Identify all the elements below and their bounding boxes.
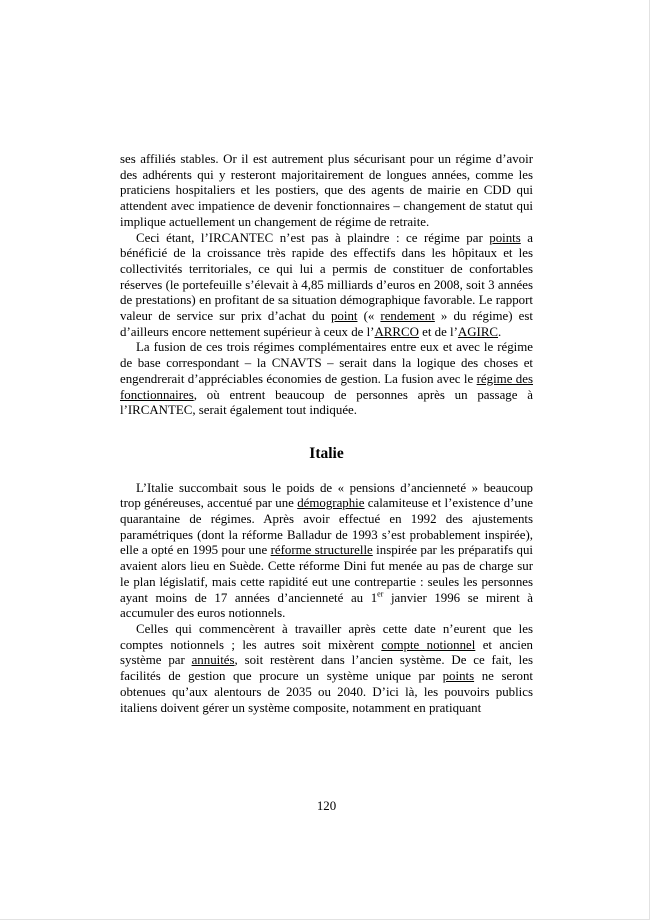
text-segment: L’Italie succombait sous le poids de « pensions d’ancienneté » beaucoup trop généreuses, accentué par une [120,480,533,511]
paragraph [120,231,533,341]
text-segment: , où entrent beaucoup de personnes après un passage à l’IRCANTEC, serait également tout indiquée. [120,387,533,418]
text-segment: et de l’ [418,324,458,339]
underlined-term: démographie [297,496,365,511]
underlined-term: points [442,669,475,684]
underlined-term: ARRCO [374,324,419,339]
text-segment: Celles qui commencèrent à travailler après cette date n’eurent que les comptes notionnels ; les autres soit mixèrent [120,621,533,652]
text-segment: ne seront obtenues qu’aux alentours de 2035 ou 2040. D’ici là, les pouvoirs publics italiens doivent gérer un système composite, notamment en pratiquant [120,669,533,715]
paragraph [120,622,533,716]
underlined-term: compte notionnel [381,637,476,652]
paragraph [120,481,533,622]
underlined-term: points [489,230,521,245]
section-heading: Italie [309,444,344,462]
text-segment: a bénéficié de la croissance très rapide des effectifs dans les hôpitaux et les collectivités territoriales, ce qui lui a permis de constituer de confortables réserves (le portefeuille s’élevait à 4,85 milliards d’euros en 2008, soit 3 années de prestations) en profitant de sa situation démographique favorable. Le rapport valeur de service sur prix d’achat du [120,230,533,324]
page-body [120,152,533,716]
paragraph [120,152,533,231]
text-segment: janvier 1996 se mirent à accumuler des euros notionnels. [120,590,533,621]
underlined-term: point [330,309,358,324]
page-number: 120 [316,799,337,813]
text-segment: (« [357,309,381,324]
text-segment: , soit restèrent dans l’ancien système. De ce fait, les facilités de gestion que procure un système unique par [120,653,533,684]
text-segment: » du régime) est d’ailleurs encore nettement supérieur à ceux de l’ [120,309,533,339]
underlined-term: rendement [380,309,435,324]
underlined-term: annuités [191,653,235,668]
underlined-term: régime des fonctionnaires [120,371,533,402]
underlined-term: AGIRC [457,324,499,339]
text-segment: . [498,324,502,339]
superscript-text: er [377,589,384,599]
text-segment: et ancien système par [120,637,533,668]
text-segment: calamiteuse et l’existence d’une quarantaine de régimes. Après avoir effectué en 1992 des ajustements paramétriques (dont la réforme Balladur de 1993 s’est probablement inspirée), elle a opté en 1995 pour une [120,496,533,558]
text-segment: ses affiliés stables. Or il est autrement plus sécurisant pour un régime d’avoir des adhérents qui y resteront majoritairement de longues années, comme les praticiens hospitaliers et les postiers, que des agents de mairie en CDD qui attendent avec impatience de devenir fonctionnaires – changement de statut qui implique actuellement un changement de régime de retraite. [120,152,533,229]
text-segment: La fusion de ces trois régimes complémentaires entre eux et avec le régime de base correspondant – la CNAVTS – serait dans la logique des choses et engendrerait d’appréciables économies de gestion. La fusion avec le [120,340,533,386]
underlined-term: réforme structurelle [270,543,373,558]
text-segment: Ceci étant, l’IRCANTEC n’est pas à plaindre : ce régime par [136,230,490,245]
text-segment: inspirée par les préparatifs qui avaient alors lieu en Suède. Cette réforme Dini fut menée au pas de charge sur le plan législatif, mais cette rapidité eut une contrepartie : seules les personnes ayant moins de 17 années d’ancienneté au 1 [120,543,533,605]
paragraph [120,340,533,419]
